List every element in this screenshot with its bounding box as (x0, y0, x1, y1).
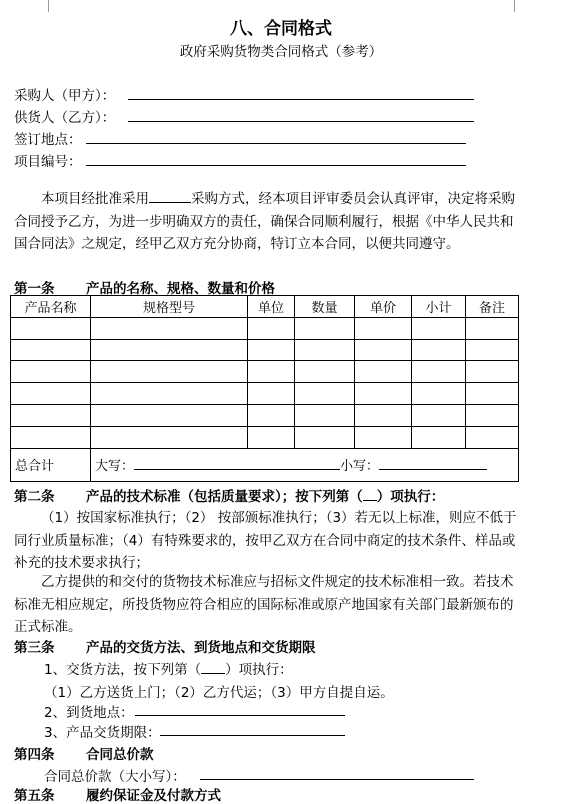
arrival-place-field[interactable] (135, 715, 345, 716)
delivery-method-line (44, 658, 293, 678)
amount-lower-label: 小写： (340, 459, 380, 475)
section-2-requirements: 乙方提供的和交付的货物技术标准应与招标文件规定的技术标准相一致。若技术标准无相应规定，所投货物应符合相应的国际标准或原产地国家有关部门最新颁布的正式标准。 (14, 574, 514, 635)
delivery-deadline-field[interactable] (160, 735, 345, 736)
page-margin-mark-left (48, 0, 49, 12)
table-cell[interactable] (355, 383, 412, 405)
contract-total-field[interactable] (200, 779, 474, 780)
table-cell[interactable] (91, 426, 248, 448)
table-cell[interactable] (11, 339, 91, 361)
amount-upper-field[interactable] (134, 456, 340, 470)
table-cell[interactable] (355, 317, 412, 339)
table-cell[interactable] (248, 426, 295, 448)
header-unit: 单位 (248, 296, 295, 318)
table-header-row (11, 296, 519, 318)
amount-upper-label: 大写： (95, 459, 135, 475)
header-spec-model: 规格型号 (91, 296, 248, 318)
section-2-title: 产品的技术标准（包括质量要求）；按下列第 (86, 489, 350, 505)
section-4-number: 第四条 (14, 747, 55, 763)
table-cell[interactable] (295, 317, 355, 339)
section-1-title: 产品的名称、规格、数量和价格 (86, 281, 275, 297)
section-5-title: 履约保证金及付款方式 (86, 788, 221, 804)
section-3-number: 第三条 (14, 640, 55, 656)
section-2-heading (14, 485, 444, 505)
sign-place-label: 签订地点： (14, 132, 82, 148)
intro-text-part2: 采购方式，经本项目评审委员会认真评审，决定将采购合同授予乙方，为进一步明确双方的责任，确保合同顺利履行，根据《中华人民共和国合同法》之规定，经甲乙双方充分协商，特订立本合同，以便共同遵守。 (14, 191, 515, 252)
table-cell[interactable] (11, 383, 91, 405)
table-cell[interactable] (11, 404, 91, 426)
table-cell[interactable] (248, 317, 295, 339)
project-number-label: 项目编号： (14, 154, 82, 170)
table-cell[interactable] (91, 317, 248, 339)
header-product-name: 产品名称 (11, 296, 91, 318)
table-cell[interactable] (248, 361, 295, 383)
total-label: 总合计 (11, 448, 91, 481)
table-cell[interactable] (466, 383, 519, 405)
table-cell[interactable] (248, 339, 295, 361)
table-row (11, 404, 519, 426)
table-cell[interactable] (91, 383, 248, 405)
table-row (11, 383, 519, 405)
buyer-label: 采购人（甲方）： (14, 88, 116, 104)
amount-lower-field[interactable] (379, 456, 487, 470)
table-cell[interactable] (355, 426, 412, 448)
delivery-method-label: 1、交货方法，按下列第（ (44, 662, 202, 678)
supplier-label: 供货人（乙方）： (14, 110, 116, 126)
table-cell[interactable] (466, 426, 519, 448)
header-unit-price: 单价 (355, 296, 412, 318)
section-4-heading (14, 743, 154, 763)
table-cell[interactable] (355, 404, 412, 426)
section-1-heading (14, 277, 275, 297)
table-row (11, 361, 519, 383)
header-subtotal: 小计 (412, 296, 466, 318)
table-cell[interactable] (355, 339, 412, 361)
buyer-field[interactable] (128, 99, 474, 100)
section-2-title-end: 项执行： (390, 489, 445, 505)
section-2-paren-open: （ (349, 489, 363, 505)
sign-place-field[interactable] (86, 143, 466, 144)
table-cell[interactable] (295, 361, 355, 383)
table-cell[interactable] (91, 339, 248, 361)
table-row (11, 317, 519, 339)
arrival-place-label: 2、到货地点： (44, 705, 134, 721)
section-2-paren-close: ） (376, 489, 391, 505)
table-cell[interactable] (91, 404, 248, 426)
section-4-title: 合同总价款 (86, 747, 154, 763)
table-row (11, 339, 519, 361)
intro-paragraph (14, 188, 526, 256)
section-1-number: 第一条 (14, 281, 55, 297)
supplier-field[interactable] (128, 121, 474, 122)
procurement-method-blank[interactable] (149, 189, 191, 203)
table-cell[interactable] (412, 339, 466, 361)
table-cell[interactable] (466, 404, 519, 426)
total-amount-cell (91, 448, 519, 481)
section-5-number: 第五条 (14, 788, 55, 804)
table-cell[interactable] (355, 361, 412, 383)
table-cell[interactable] (91, 361, 248, 383)
table-cell[interactable] (11, 317, 91, 339)
header-quantity: 数量 (295, 296, 355, 318)
delivery-method-blank[interactable] (201, 660, 225, 674)
table-cell[interactable] (11, 361, 91, 383)
project-number-field[interactable] (86, 165, 466, 166)
table-cell[interactable] (412, 317, 466, 339)
table-cell[interactable] (295, 383, 355, 405)
table-cell[interactable] (412, 361, 466, 383)
section-3-heading (14, 636, 316, 656)
table-cell[interactable] (295, 426, 355, 448)
document-subtitle: 政府采购货物类合同格式（参考） (179, 44, 383, 60)
header-remarks: 备注 (466, 296, 519, 318)
table-cell[interactable] (248, 404, 295, 426)
table-cell[interactable] (248, 383, 295, 405)
table-cell[interactable] (466, 361, 519, 383)
section-3-title: 产品的交货方法、到货地点和交货期限 (86, 640, 316, 656)
table-cell[interactable] (412, 426, 466, 448)
table-cell[interactable] (295, 404, 355, 426)
product-table (10, 295, 519, 482)
table-total-row (11, 448, 519, 481)
table-row (11, 426, 519, 448)
delivery-options: （1）乙方送货上门；（2）乙方代运；（3）甲方自提自运。 (44, 685, 394, 701)
section-2-number: 第二条 (14, 489, 55, 505)
document-title: 八、合同格式 (230, 19, 332, 39)
section-5-heading (14, 784, 221, 804)
intro-text-part1: 本项目经批准采用 (41, 191, 149, 207)
table-cell[interactable] (412, 383, 466, 405)
page-margin-mark-right (514, 0, 515, 12)
table-cell[interactable] (11, 426, 91, 448)
table-cell[interactable] (412, 404, 466, 426)
contract-total-label: 合同总价款（大小写）： (44, 769, 186, 785)
delivery-deadline-label: 3、产品交货期限： (44, 725, 161, 741)
section-2-option-blank[interactable] (363, 487, 377, 501)
table-cell[interactable] (466, 317, 519, 339)
section-2-standards: （1）按国家标准执行；（2） 按部颁标准执行；（3）若无以上标准，则应不低于同行业质量标准；（4）有特殊要求的，按甲乙双方在合同中商定的技术条件、样品或补充的技术要求执行； (14, 510, 517, 571)
delivery-method-label-end: ）项执行： (225, 662, 293, 678)
table-cell[interactable] (466, 339, 519, 361)
table-cell[interactable] (295, 339, 355, 361)
